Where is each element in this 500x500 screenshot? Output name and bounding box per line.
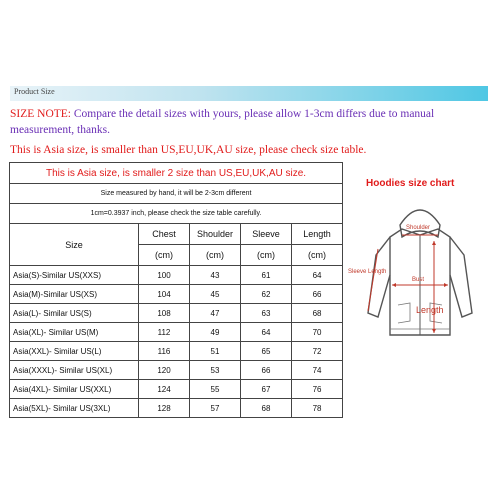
shoulder-label: Shoulder (406, 225, 431, 231)
size-note-label: SIZE NOTE: (10, 108, 72, 120)
shoulder-cell: 47 (190, 304, 241, 323)
length-column-header: Length (292, 224, 343, 245)
size-cell: Asia(XL)- Similar US(M) (10, 323, 139, 342)
sleeve-cell: 67 (241, 380, 292, 399)
table-info-row-1 (10, 184, 343, 204)
chest-cell: 120 (139, 361, 190, 380)
length-unit: (cm) (292, 245, 343, 266)
chest-cell: 128 (139, 399, 190, 418)
length-cell: 76 (292, 380, 343, 399)
sleeve-cell: 62 (241, 285, 292, 304)
length-label: Length (416, 305, 444, 315)
chest-cell: 112 (139, 323, 190, 342)
hoodie-icon (350, 195, 490, 355)
shoulder-cell: 43 (190, 266, 241, 285)
size-note-text: Compare the detail sizes with yours, please allow 1-3cm differs due to manual measurement, thanks. (10, 108, 435, 136)
size-cell: Asia(5XL)- Similar US(3XL) (10, 399, 139, 418)
hoodie-diagram (350, 195, 490, 355)
shoulder-unit: (cm) (190, 245, 241, 266)
size-column-header: Size (10, 224, 139, 266)
table-row (10, 323, 343, 342)
table-row (10, 380, 343, 399)
asia-size-note: This is Asia size, is smaller than US,EU,UK,AU size, please check size table. (10, 144, 367, 156)
banner-label: Product Size (14, 87, 55, 96)
table-row (10, 266, 343, 285)
sleeve-length-label: Sleeve Length (348, 269, 387, 275)
length-cell: 72 (292, 342, 343, 361)
length-cell: 68 (292, 304, 343, 323)
sleeve-cell: 66 (241, 361, 292, 380)
size-cell: Asia(XXXL)- Similar US(XL) (10, 361, 139, 380)
shoulder-cell: 51 (190, 342, 241, 361)
chest-unit: (cm) (139, 245, 190, 266)
shoulder-cell: 53 (190, 361, 241, 380)
chest-cell: 108 (139, 304, 190, 323)
table-title-row (10, 163, 343, 184)
shoulder-cell: 45 (190, 285, 241, 304)
sleeve-column-header: Sleeve (241, 224, 292, 245)
table-info-1: Size measured by hand, it will be 2-3cm different (10, 184, 343, 204)
sleeve-cell: 68 (241, 399, 292, 418)
chest-cell: 104 (139, 285, 190, 304)
size-note (10, 106, 490, 138)
chest-column-header: Chest (139, 224, 190, 245)
table-info-2: 1cm=0.3937 inch, please check the size table carefully. (10, 204, 343, 224)
table-row (10, 304, 343, 323)
shoulder-cell: 49 (190, 323, 241, 342)
shoulder-cell: 55 (190, 380, 241, 399)
length-cell: 78 (292, 399, 343, 418)
length-cell: 74 (292, 361, 343, 380)
length-cell: 70 (292, 323, 343, 342)
length-cell: 66 (292, 285, 343, 304)
table-title: This is Asia size, is smaller 2 size than US,EU,UK,AU size. (10, 163, 343, 184)
size-cell: Asia(L)- Similar US(S) (10, 304, 139, 323)
length-cell: 64 (292, 266, 343, 285)
table-row (10, 399, 343, 418)
hoodie-chart-title: Hoodies size chart (366, 178, 455, 189)
size-cell: Asia(4XL)- Similar US(XXL) (10, 380, 139, 399)
size-table (9, 162, 343, 418)
size-cell: Asia(XXL)- Similar US(L) (10, 342, 139, 361)
sleeve-cell: 64 (241, 323, 292, 342)
size-cell: Asia(M)-Similar US(XS) (10, 285, 139, 304)
size-cell: Asia(S)-Similar US(XXS) (10, 266, 139, 285)
table-info-row-2 (10, 204, 343, 224)
chest-cell: 100 (139, 266, 190, 285)
table-row (10, 361, 343, 380)
shoulder-column-header: Shoulder (190, 224, 241, 245)
chest-cell: 124 (139, 380, 190, 399)
sleeve-cell: 65 (241, 342, 292, 361)
bust-label: Bust (412, 277, 425, 283)
table-row (10, 342, 343, 361)
shoulder-cell: 57 (190, 399, 241, 418)
product-size-banner (10, 86, 488, 101)
sleeve-unit: (cm) (241, 245, 292, 266)
column-header-row (10, 224, 343, 245)
sleeve-cell: 61 (241, 266, 292, 285)
chest-cell: 116 (139, 342, 190, 361)
table-row (10, 285, 343, 304)
sleeve-cell: 63 (241, 304, 292, 323)
